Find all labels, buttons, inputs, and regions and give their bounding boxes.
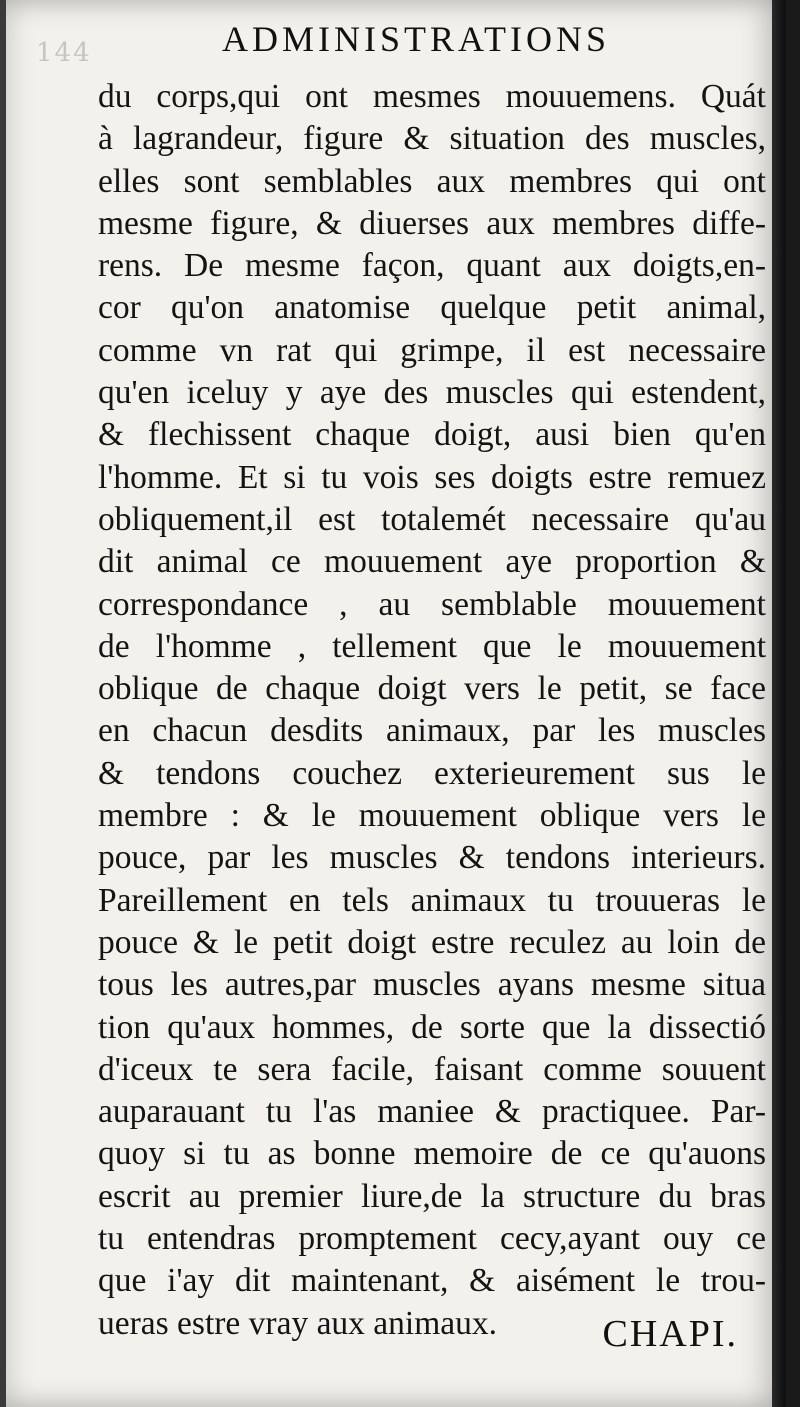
text-line: membre : & le mouuement oblique vers le bbox=[98, 797, 766, 835]
book-spine-shadow bbox=[772, 0, 786, 1407]
text-line: elles sont semblables aux membres qui ont bbox=[98, 162, 766, 200]
ghost-folio-number: 144 bbox=[36, 38, 92, 68]
text-line: à lagrandeur, figure & situation des muscles, bbox=[98, 120, 766, 158]
text-line: tion qu'aux hommes, de sorte que la dissectió bbox=[98, 1008, 766, 1046]
text-line: rens. De mesme façon, quant aux doigts,en- bbox=[98, 247, 766, 285]
text-line: auparauant tu l'as maniee & practiquee. Par- bbox=[98, 1093, 766, 1131]
text-line: pouce & le petit doigt estre reculez au loin de bbox=[98, 923, 766, 961]
text-line: tous les autres,par muscles ayans mesme situa bbox=[98, 966, 766, 1004]
text-line: Pareillement en tels animaux tu trouueras le bbox=[98, 881, 766, 919]
text-line: & tendons couchez exterieurement sus le bbox=[98, 754, 766, 792]
text-line: l'homme. Et si tu vois ses doigts estre remuez bbox=[98, 458, 766, 496]
text-line: comme vn rat qui grimpe, il est necessaire bbox=[98, 331, 766, 369]
text-line: dit animal ce mouuement aye proportion & bbox=[98, 543, 766, 581]
text-line: que i'ay dit maintenant, & aisément le trou- bbox=[98, 1262, 766, 1300]
text-line: obliquement,il est totalemét necessaire qu'au bbox=[98, 500, 766, 538]
text-line: pouce, par les muscles & tendons interieurs. bbox=[98, 839, 766, 877]
catchword: CHAPI. bbox=[602, 1313, 738, 1355]
text-line: quoy si tu as bonne memoire de ce qu'auons bbox=[98, 1135, 766, 1173]
text-line: en chacun desdits animaux, par les muscles bbox=[98, 712, 766, 750]
text-line: & flechissent chaque doigt, ausi bien qu'en bbox=[98, 416, 766, 454]
body-text bbox=[98, 76, 766, 1345]
text-line: escrit au premier liure,de la structure du bras bbox=[98, 1177, 766, 1215]
text-line: qu'en iceluy y aye des muscles qui estendent, bbox=[98, 374, 766, 412]
text-line: tu entendras promptement cecy,ayant ouy ce bbox=[98, 1220, 766, 1258]
text-line: ueras estre vray aux animaux. bbox=[98, 1304, 498, 1342]
text-line: mesme figure, & diuerses aux membres diffe- bbox=[98, 204, 766, 242]
text-line: du corps,qui ont mesmes mouuemens. Quát bbox=[98, 78, 766, 115]
text-line: oblique de chaque doigt vers le petit, se face bbox=[98, 670, 766, 708]
running-head: ADMINISTRATIONS bbox=[221, 19, 610, 59]
text-line: cor qu'on anatomise quelque petit animal, bbox=[98, 289, 766, 327]
text-line: correspondance , au semblable mouuement bbox=[98, 585, 766, 623]
book-page bbox=[6, 0, 786, 1407]
text-line: de l'homme , tellement que le mouuement bbox=[98, 627, 766, 665]
text-line: d'iceux te sera facile, faisant comme souuent bbox=[98, 1050, 766, 1088]
